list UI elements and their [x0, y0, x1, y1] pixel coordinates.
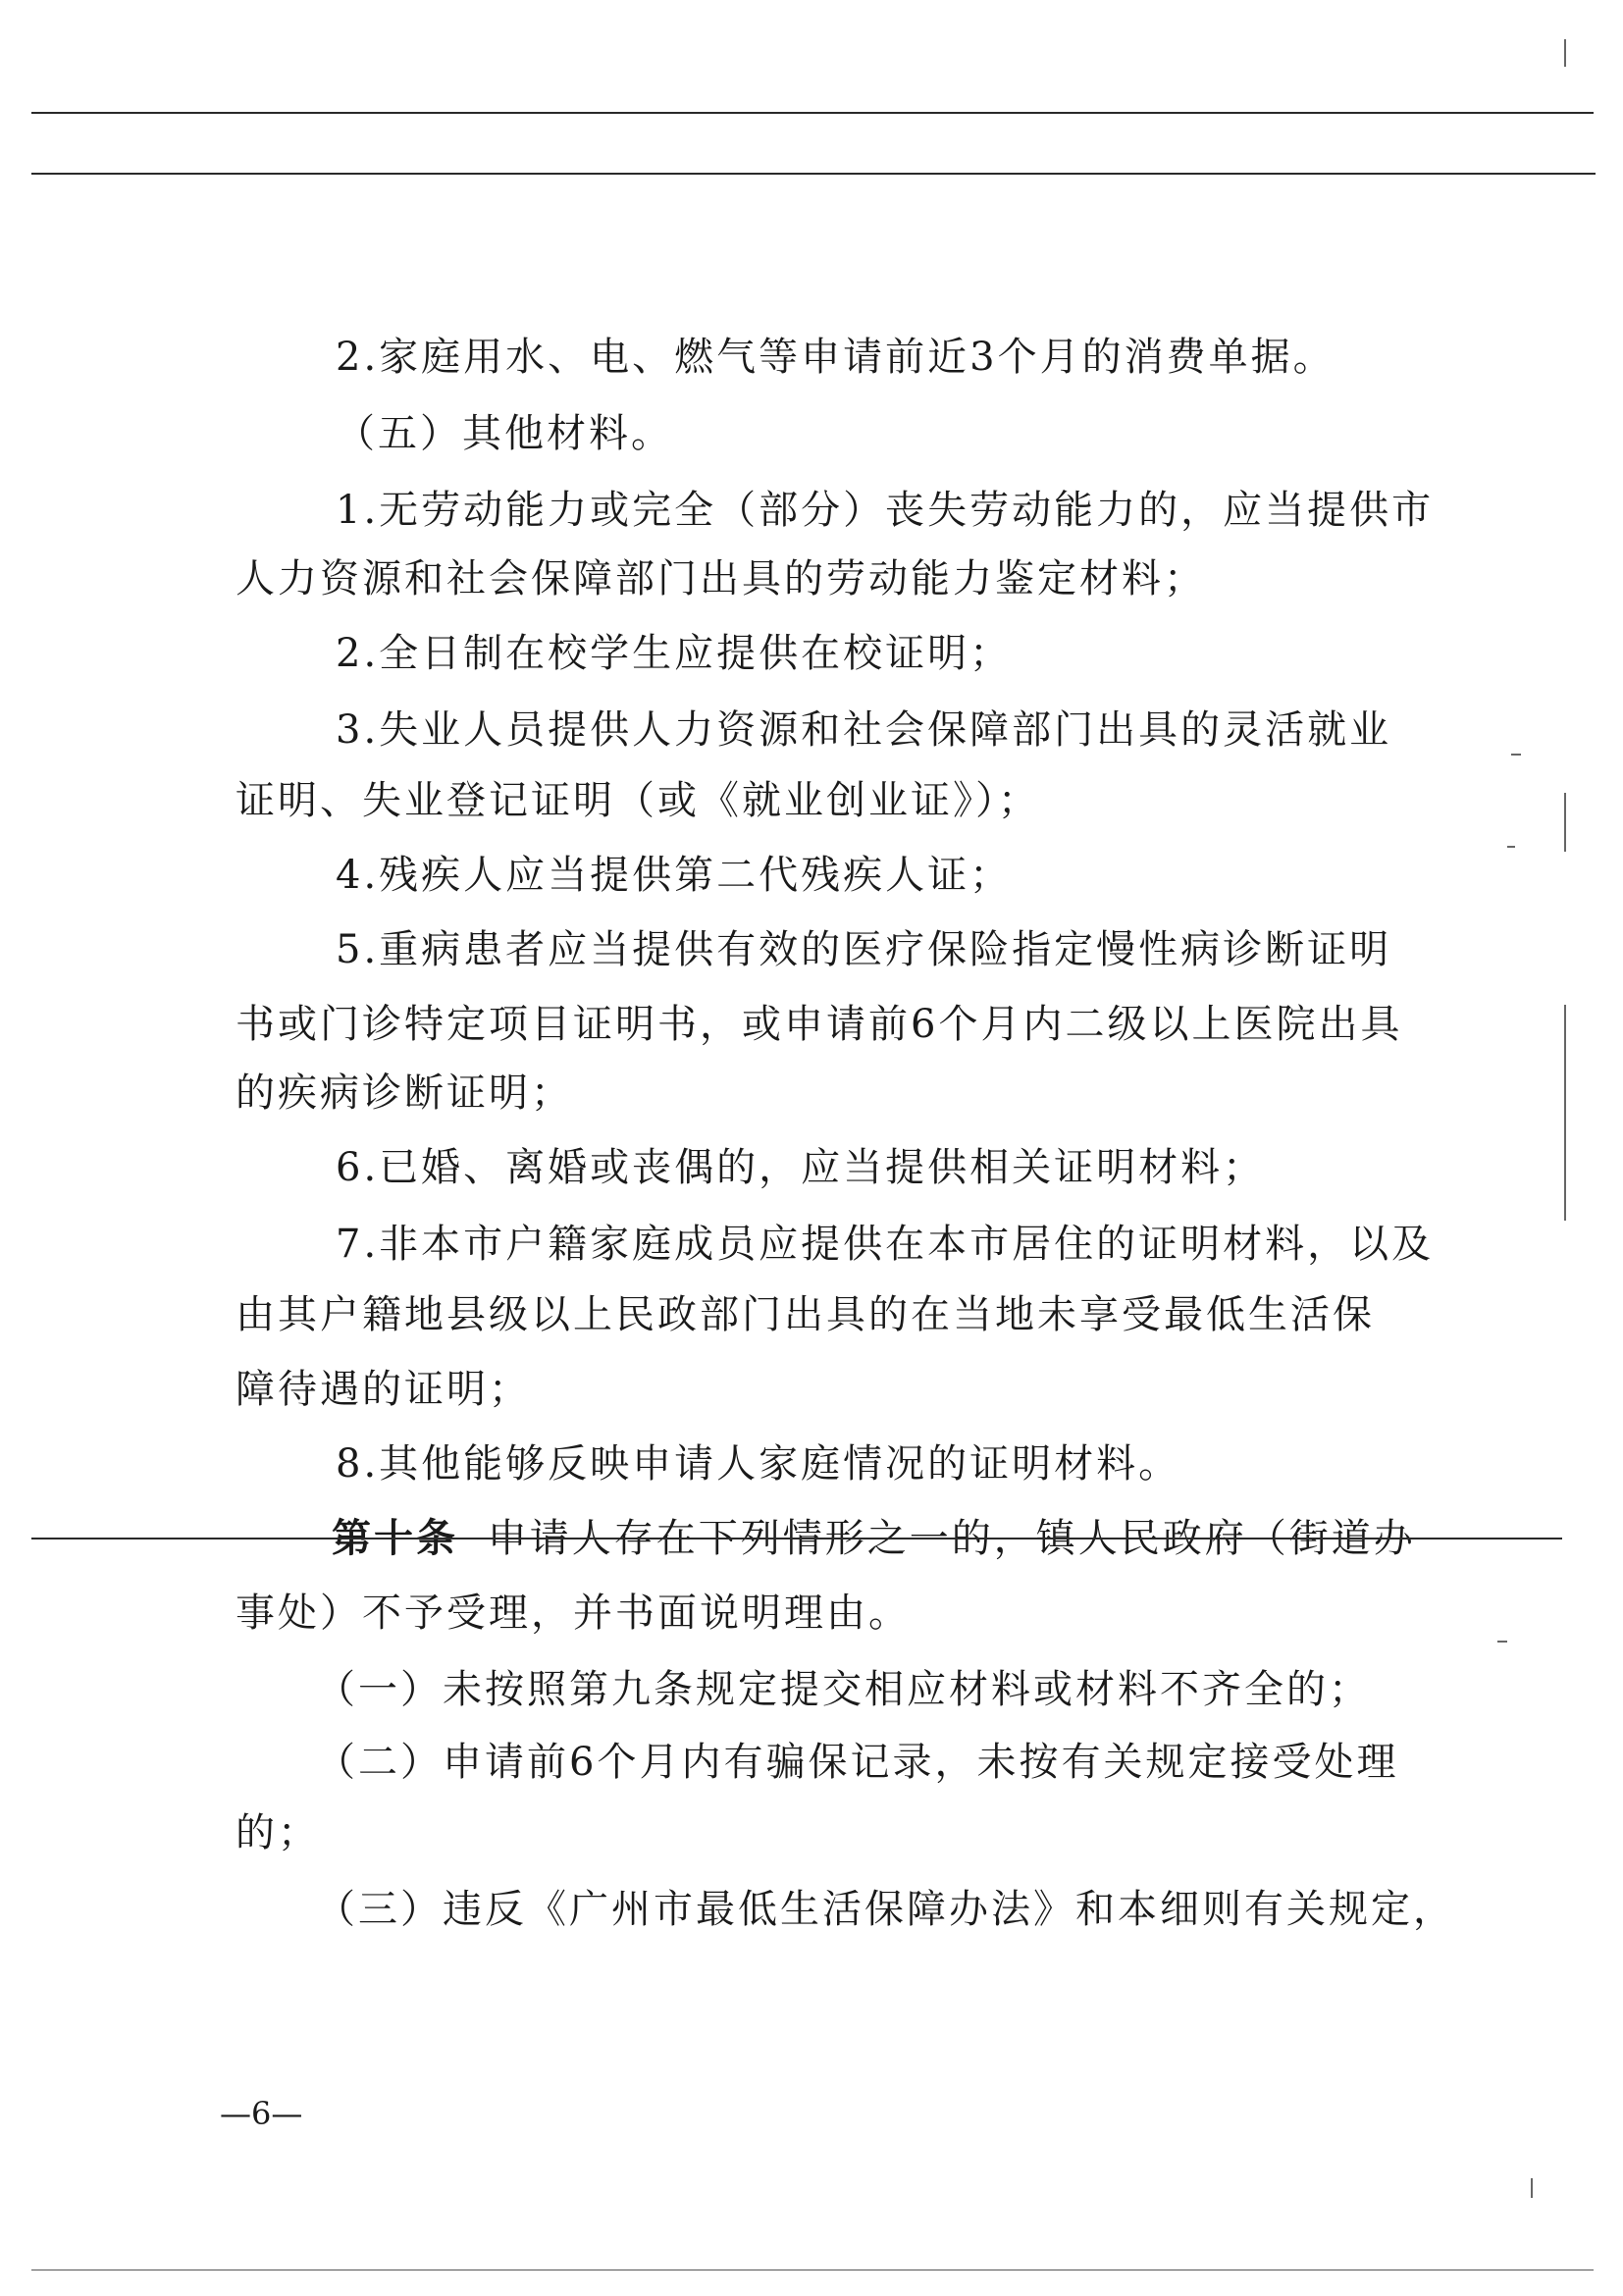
header-rule-upper [31, 112, 1594, 114]
list-item: （一）未按照第九条规定提交相应材料或材料不齐全的； [316, 1667, 1371, 1712]
scan-mark [1564, 793, 1566, 852]
text-line: 障待遇的证明； [236, 1367, 531, 1412]
article-heading: 第十条 [332, 1515, 458, 1561]
scan-mark [1507, 846, 1515, 848]
text-line: 由其户籍地县级以上民政部门出具的在当地未享受最低生活保 [236, 1292, 1375, 1337]
scan-mark [1497, 1641, 1507, 1643]
text-line: 事处）不予受理，并书面说明理由。 [236, 1591, 911, 1636]
list-item: （三）违反《广州市最低生活保障办法》和本细则有关规定， [316, 1887, 1455, 1932]
scan-mark [1511, 754, 1521, 756]
header-rule-lower [31, 173, 1596, 175]
article-text: 申请人存在下列情形之一的，镇人民政府（街道办 [487, 1516, 1416, 1561]
text-line: 6.已婚、离婚或丧偶的，应当提供相关证明材料； [336, 1145, 1266, 1190]
text-line: 的疾病诊断证明； [236, 1070, 573, 1116]
text-line: 7.非本市户籍家庭成员应提供在本市居住的证明材料，以及 [336, 1222, 1435, 1267]
text-line: 证明、失业登记证明（或《就业创业证》）； [236, 778, 1040, 823]
text-line: 8.其他能够反映申请人家庭情况的证明材料。 [336, 1441, 1181, 1487]
scan-mark [1564, 39, 1566, 67]
text-line: 书或门诊特定项目证明书，或申请前6个月内二级以上医院出具 [236, 1002, 1403, 1047]
strike-through-line [31, 1538, 1562, 1539]
list-item: （二）申请前6个月内有骗保记录，未按有关规定接受处理 [316, 1740, 1399, 1785]
list-item-continuation: 的； [236, 1810, 320, 1855]
text-line: 4.残疾人应当提供第二代残疾人证； [336, 853, 1013, 898]
text-line: 2.家庭用水、电、燃气等申请前近3个月的消费单据。 [336, 335, 1335, 380]
scan-mark [1564, 1005, 1566, 1221]
text-line: 2.全日制在校学生应提供在校证明； [336, 631, 1013, 676]
text-line: 人力资源和社会保障部门出具的劳动能力鉴定材料； [236, 556, 1206, 601]
text-line: 1.无劳动能力或完全（部分）丧失劳动能力的，应当提供市 [336, 488, 1435, 533]
text-line: 3.失业人员提供人力资源和社会保障部门出具的灵活就业 [336, 707, 1392, 753]
section-heading: （五）其他材料。 [336, 411, 673, 456]
scan-mark [1531, 2178, 1533, 2198]
page-number: —6— [220, 2095, 303, 2132]
text-line: 5.重病患者应当提供有效的医疗保险指定慢性病诊断证明 [336, 927, 1392, 972]
